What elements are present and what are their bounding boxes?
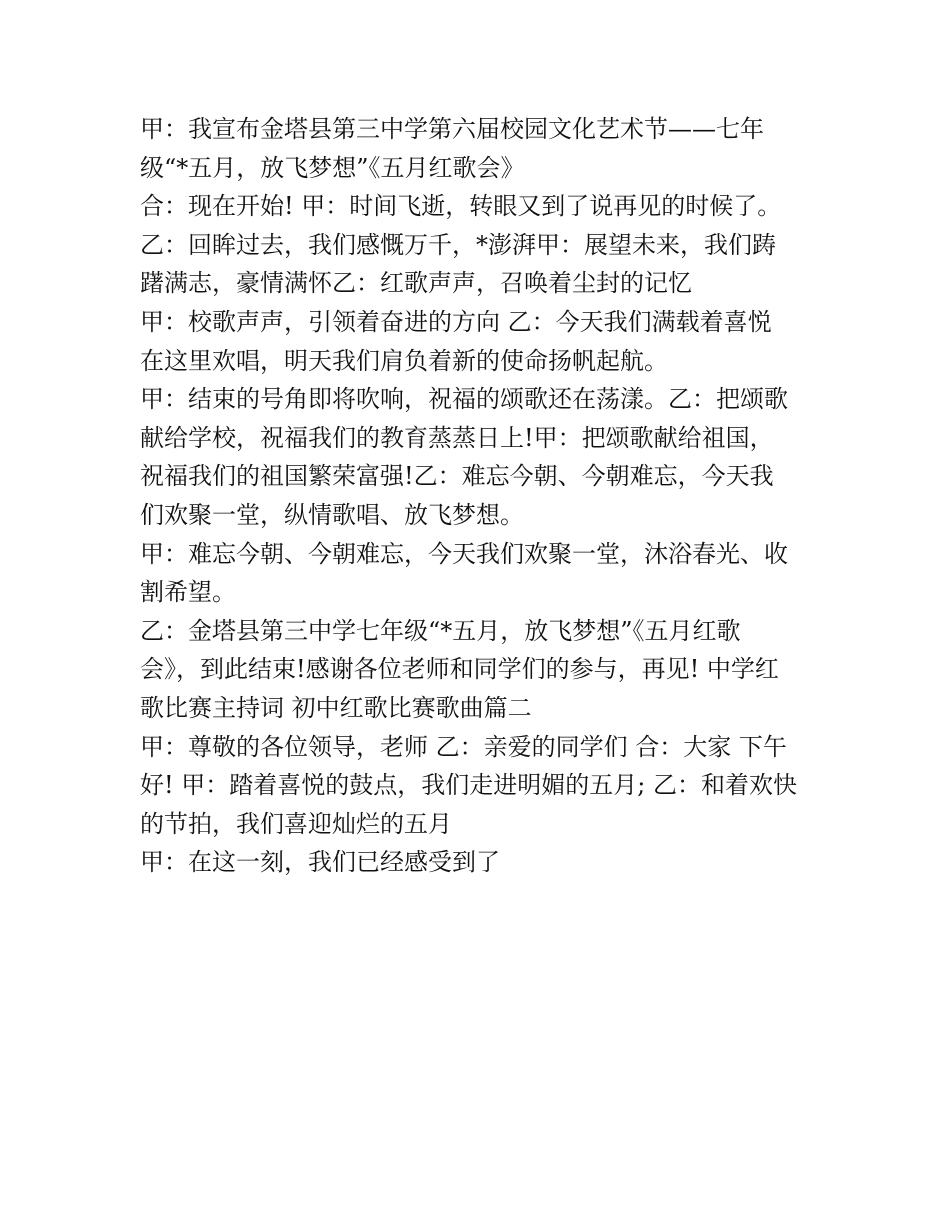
text-line: 的节拍，我们喜迎灿烂的五月 (140, 809, 452, 838)
text-line: 甲：结束的号角即将吹响，祝福的颂歌还在荡漾。乙：把颂歌 (140, 385, 788, 414)
text-line: 甲：我宣布金塔县第三中学第六届校园文化艺术节——七年 (140, 115, 764, 143)
text-line: 躇满志，豪情满怀乙：红歌声声，召唤着尘封的记忆 (140, 269, 692, 298)
text-line: 祝福我们的祖国繁荣富强!乙：难忘今朝、今朝难忘，今天我 (140, 462, 774, 491)
text-line: 合：现在开始! 甲：时间飞逝，转眼又到了说再见的时候了。 (140, 192, 782, 221)
text-line: 割希望。 (140, 578, 236, 607)
text-line: 乙：金塔县第三中学七年级“*五月，放飞梦想”《五月红歌 (140, 616, 741, 645)
text-line: 好! 甲：踏着喜悦的鼓点，我们走进明媚的五月; 乙：和着欢快 (140, 771, 797, 800)
text-line: 级“*五月，放飞梦想”《五月红歌会》 (140, 153, 525, 182)
text-line: 乙：回眸过去，我们感慨万千，*澎湃甲：展望未来，我们踌 (140, 230, 776, 259)
text-line: 们欢聚一堂，纵情歌唱、放飞梦想。 (140, 500, 524, 529)
text-line: 献给学校，祝福我们的教育蒸蒸日上!甲：把颂歌献给祖国， (140, 423, 774, 452)
document-body (140, 110, 820, 882)
text-line: 歌比赛主持词 初中红歌比赛歌曲篇二 (140, 693, 532, 722)
text-line: 甲：校歌声声，引领着奋进的方向 乙：今天我们满载着喜悦 (140, 307, 772, 336)
text-line: 会》，到此结束!感谢各位老师和同学们的参与，再见! 中学红 (140, 655, 779, 684)
text-line: 在这里欢唱，明天我们肩负着新的使命扬帆起航。 (140, 346, 668, 375)
text-line: 甲：尊敬的各位领导，老师 乙：亲爱的同学们 合：大家 下午 (140, 732, 787, 761)
text-line: 甲：在这一刻，我们已经感受到了 (140, 848, 500, 877)
text-line: 甲：难忘今朝、今朝难忘，今天我们欢聚一堂，沐浴春光、收 (140, 539, 788, 568)
